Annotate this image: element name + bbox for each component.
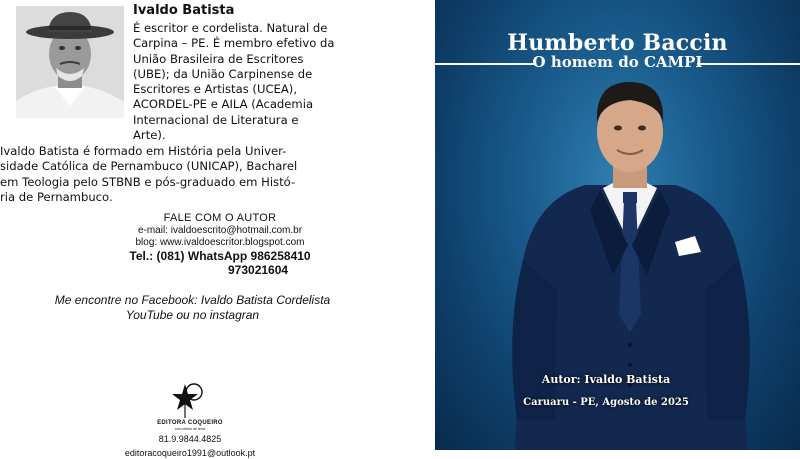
bio-line: (UBE); da União Carpinense de (133, 66, 313, 81)
contact-blog: blog: www.ivaldoescritor.blogspot.com (135, 237, 305, 248)
social-youtube-instagram: YouTube ou no instagran (125, 308, 260, 322)
author-bio-part-2 (0, 144, 372, 206)
publisher-name: EDITORA COQUEIRO (157, 420, 223, 426)
book-title: Humberto Baccin (507, 30, 728, 56)
cover-place-date: Caruaru - PE, Agosto de 2025 (523, 397, 689, 408)
author-name: Ivaldo Batista (133, 3, 235, 18)
contact-email: e-mail: ivaldoescrito@hotmail.com.br (137, 225, 303, 236)
contact-phone-2: 973021604 (228, 263, 289, 277)
bio-line: Arte). (133, 128, 166, 143)
publisher-phone: 81.9.9844.4825 (158, 434, 222, 444)
author-bio-part-1 (133, 21, 370, 143)
contact-title: FALE COM O AUTOR (163, 212, 277, 224)
contact-phone: Tel.: (081) WhatsApp 986258410 (129, 249, 311, 263)
cover-portrait (495, 70, 765, 450)
bio-line: É escritor e cordelista. Natural de (133, 21, 328, 35)
book-subtitle: O homem do CAMPI (532, 53, 703, 71)
publisher-logo (165, 380, 215, 420)
bio-line: Escritores e Artistas (UCEA), (133, 82, 298, 97)
publisher-tagline: com cheiro de terra (174, 427, 206, 431)
front-cover (435, 0, 800, 450)
author-photo (16, 6, 124, 118)
cover-author-credit: Autor: Ivaldo Batista (541, 373, 671, 386)
bio-line: Ivaldo Batista é formado em História pela Univer- (0, 144, 287, 158)
bio-line: em Teologia pelo STBNB e pós-graduado em Histó- (0, 174, 296, 189)
bio-line: ria de Pernambuco. (0, 190, 113, 205)
contact-block (60, 212, 380, 277)
bio-line: Carpina – PE. É membro efetivo da (133, 36, 335, 51)
bio-line: ACORDEL-PE e AILA (Academia (133, 97, 314, 112)
bio-line: União Brasileira de Escritores (133, 51, 304, 66)
publisher-email: editoracoqueiro1991@outlook.pt (124, 448, 256, 458)
bio-line: sidade Católica de Pernambuco (UNICAP), Bacharel (0, 159, 298, 174)
publisher-block (120, 380, 260, 459)
bio-line: Internacional de Literatura e (133, 112, 299, 127)
social-block (0, 293, 385, 323)
social-facebook: Me encontre no Facebook: Ivaldo Batista Cordelista (54, 293, 331, 307)
